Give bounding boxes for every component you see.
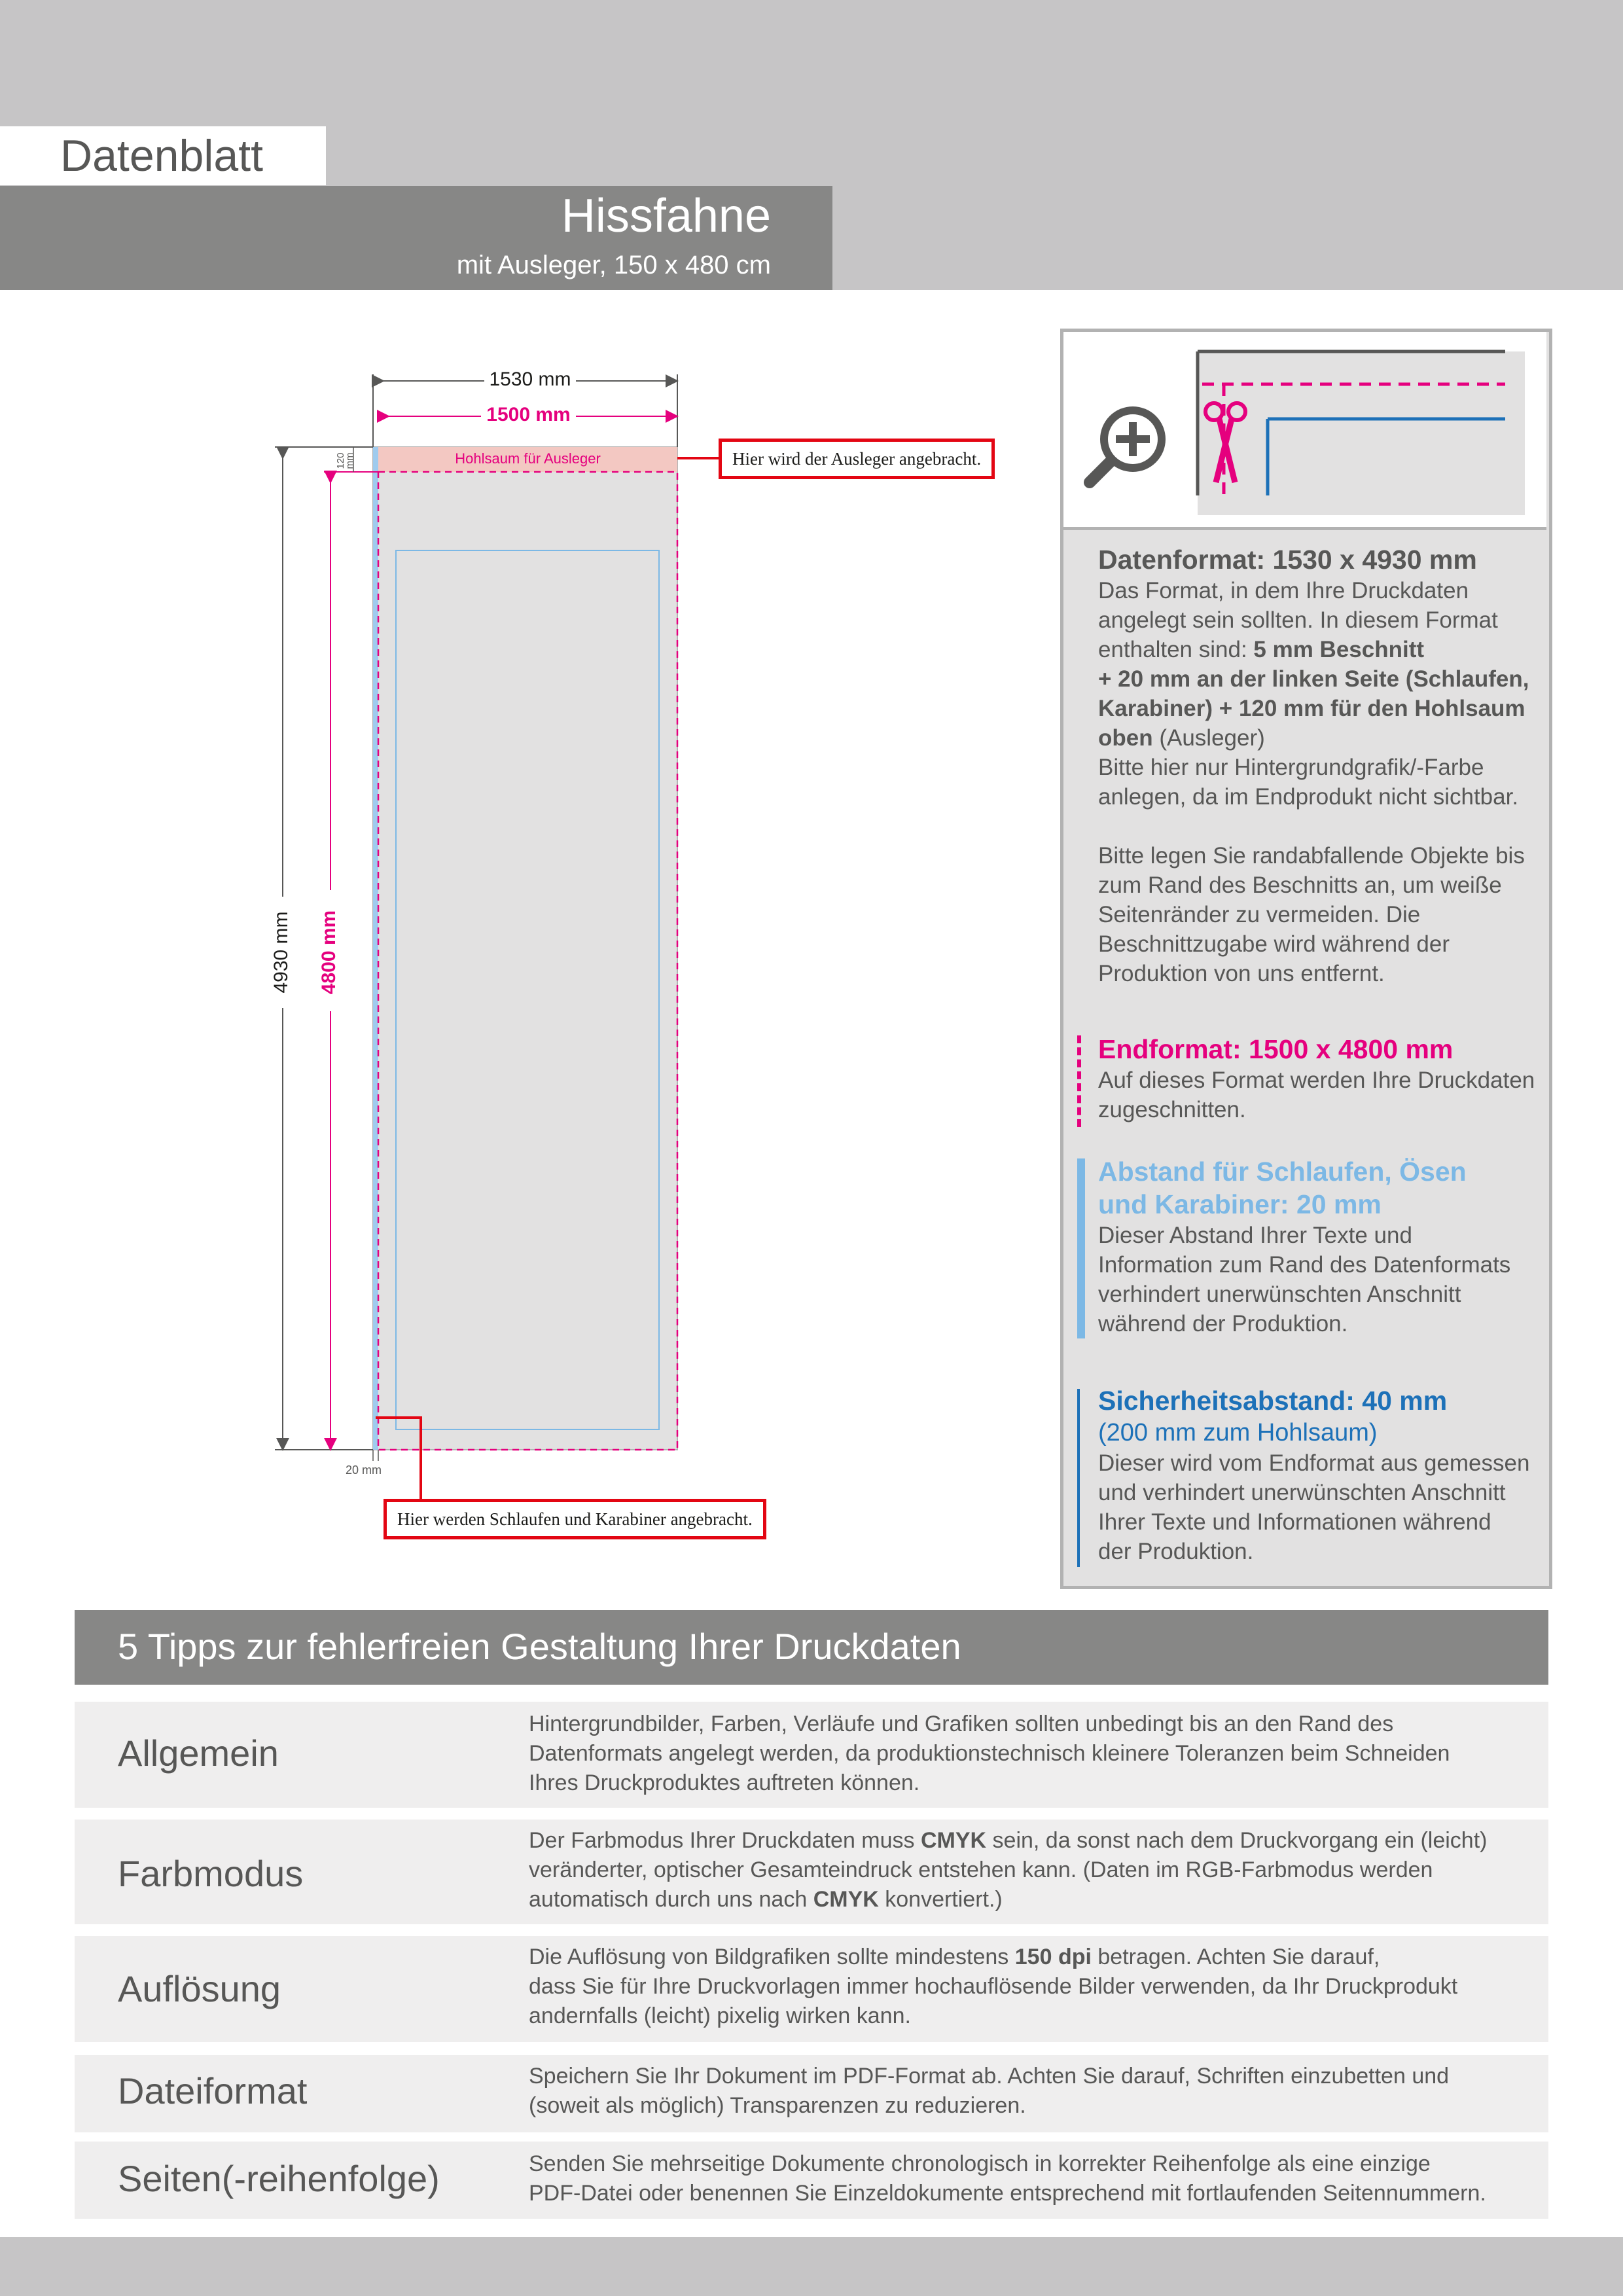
datenblatt-label: Datenblatt [60, 131, 263, 181]
tips-heading: 5 Tipps zur fehlerfreien Gestaltung Ihrer Druckdaten [118, 1626, 961, 1667]
tip-title: Seiten(-reihenfolge) [118, 2158, 440, 2199]
endformat-title: Endformat: 1500 x 4800 mm [1098, 1034, 1454, 1064]
page-title: Hissfahne [561, 190, 771, 242]
tip-title: Allgemein [118, 1732, 279, 1774]
sicher-section: Sicherheitsabstand: 40 mm (200 mm zum Hohlsaum) Dieser wird vom Endformat aus gemessen und verhindert unerwünschten Anschnitt Ihrer Texte und Informationen während der Produktion. [1098, 1384, 1537, 1566]
tip-title: Farbmodus [118, 1853, 304, 1894]
page-subtitle: mit Ausleger, 150 x 480 cm [456, 251, 771, 279]
abstand-section: Abstand für Schlaufen, Ösen und Karabiner: 20 mm Dieser Abstand Ihrer Texte und Information zum Rand des Datenformats verhindert unerwünschten Anschnitt während der Produktion. [1098, 1155, 1537, 1338]
left-gap-label: 20 mm [346, 1463, 382, 1477]
tip-text: Der Farbmodus Ihrer Druckdaten muss CMYK sein, da sonst nach dem Druckvorgang ein (leicht) veränderter, optischer Gesamteindruck entstehen kann. (Daten im RGB-Farbmodus werden automatisch durch uns nach CMYK konvertiert.) [529, 1828, 1488, 1912]
abstand-title-2: und Karabiner: 20 mm [1098, 1189, 1382, 1219]
endformat-marker [1077, 1035, 1085, 1127]
height-data-label: 4930 mm [270, 911, 292, 994]
callout-top: Hier wird der Ausleger angebracht. [719, 439, 995, 479]
sicher-marker [1077, 1389, 1080, 1567]
flag-data-format [373, 447, 677, 1450]
abstand-title-1: Abstand für Schlaufen, Ösen [1098, 1157, 1467, 1187]
callout-bottom: Hier werden Schlaufen und Karabiner angebracht. [383, 1499, 766, 1539]
datenformat-section: Datenformat: 1530 x 4930 mm Das Format, in dem Ihre Druckdaten angelegt sein sollten. In diesem Format enthalten sind: 5 mm Beschnitt + 20 mm an der linken Seite (Schlaufen, Karabiner) + 120 mm für den Hohlsaum oben (Ausleger) Bitte hier nur Hintergrundgrafik/-Farbe anlegen, da im Endprodukt nicht sichtbar. Bitte legen Sie randabfallende Objekte bis zum Rand des Beschnitts an, um weiße Seitenränder zu vermeiden. Die Beschnittzugabe wird während der Produktion von uns entfernt. [1098, 543, 1537, 988]
abstand-marker [1077, 1158, 1085, 1338]
tip-text: Die Auflösung von Bildgrafiken sollte mindestens 150 dpi betragen. Achten Sie darauf, dass Sie für Ihre Druckvorlagen immer hochauflösende Bilder verwenden, da Ihr Druckprodukt andernfalls (leicht) pixelig wirken kann. [529, 1945, 1458, 2028]
endformat-section: Endformat: 1500 x 4800 mm Auf dieses Format werden Ihre Druckdaten zugeschnitten. [1098, 1033, 1537, 1124]
width-end-label: 1500 mm [486, 404, 571, 425]
tip-text: Senden Sie mehrseitige Dokumente chronologisch in korrekter Reihenfolge als eine einzige PDF-Datei oder benennen Sie Einzeldokumente entsprechend mit fortlaufenden Seitennummern. [529, 2151, 1486, 2206]
tip-title: Auflösung [118, 1968, 281, 2009]
zoom-illustration [1063, 332, 1546, 527]
sicher-title: Sicherheitsabstand: 40 mm [1098, 1386, 1448, 1416]
hem-dimension: 120 mm [335, 452, 355, 469]
datenformat-title: Datenformat: 1530 x 4930 mm [1098, 545, 1477, 575]
sicher-subtitle: (200 mm zum Hohlsaum) [1098, 1419, 1378, 1446]
width-data-label: 1530 mm [489, 368, 571, 390]
hem-label: Hohlsaum für Ausleger [455, 450, 601, 467]
bottom-band [0, 2237, 1623, 2296]
tip-title: Dateiformat [118, 2070, 308, 2111]
height-end-label: 4800 mm [318, 910, 340, 995]
tip-text: Hintergrundbilder, Farben, Verläufe und Grafiken sollten unbedingt bis an den Rand des Datenformats angelegt werden, da produktionstechnisch kleinere Toleranzen beim Schneiden Ihres Druckproduktes auftreten können. [529, 1712, 1450, 1795]
tip-text: Speichern Sie Ihr Dokument im PDF-Format ab. Achten Sie darauf, Schriften einzubetten und (soweit als möglich) Transparenzen zu reduzieren. [529, 2064, 1450, 2118]
